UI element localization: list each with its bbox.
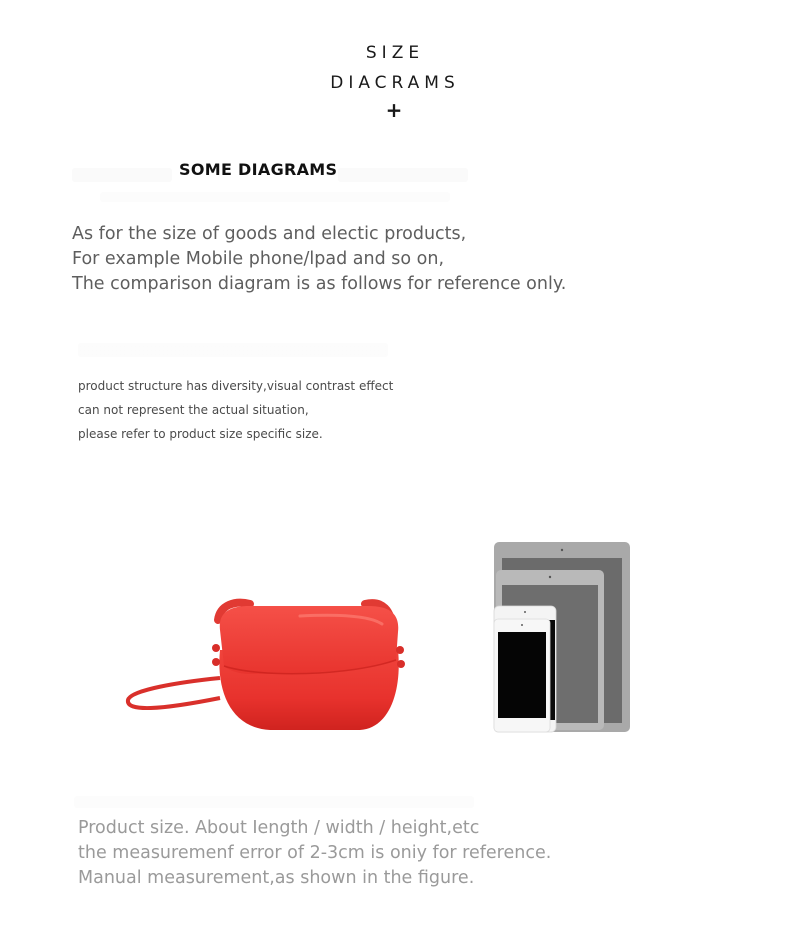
intro-line: For example Mobile phone/lpad and so on,: [72, 249, 445, 269]
red-crossbody-bag-icon: [120, 590, 420, 740]
disclaimer-note: [78, 374, 393, 446]
ghost-text-strip: [100, 192, 450, 202]
footer-line: the measuremenf error of 2-3cm is oniy for reference.: [78, 843, 552, 863]
ghost-text-strip: [72, 168, 172, 182]
note-line: product structure has diversity,visual contrast effect: [78, 379, 394, 393]
page-title-size: SIZE: [365, 43, 425, 63]
section-subheading: SOME DIAGRAMS: [179, 160, 338, 179]
note-line: can not represent the actual situation,: [78, 403, 309, 417]
ghost-text-strip: [74, 796, 474, 808]
tablets-and-phones-icon: [490, 540, 635, 735]
measurement-note: [78, 816, 551, 891]
ghost-text-strip: [78, 343, 388, 357]
page-title-diagrams: DIACRAMS: [330, 73, 460, 93]
plus-icon: +: [385, 98, 403, 122]
intro-line: The comparison diagram is as follows for reference only.: [72, 274, 567, 294]
note-line: please refer to product size specific size.: [78, 427, 323, 441]
footer-line: Manual measurement,as shown in the figure.: [78, 868, 475, 888]
footer-line: Product size. About Iength / width / height,etc: [78, 818, 480, 838]
ghost-text-strip: [338, 168, 468, 182]
intro-line: As for the size of goods and electic products,: [72, 224, 467, 244]
intro-paragraph: [72, 222, 566, 297]
